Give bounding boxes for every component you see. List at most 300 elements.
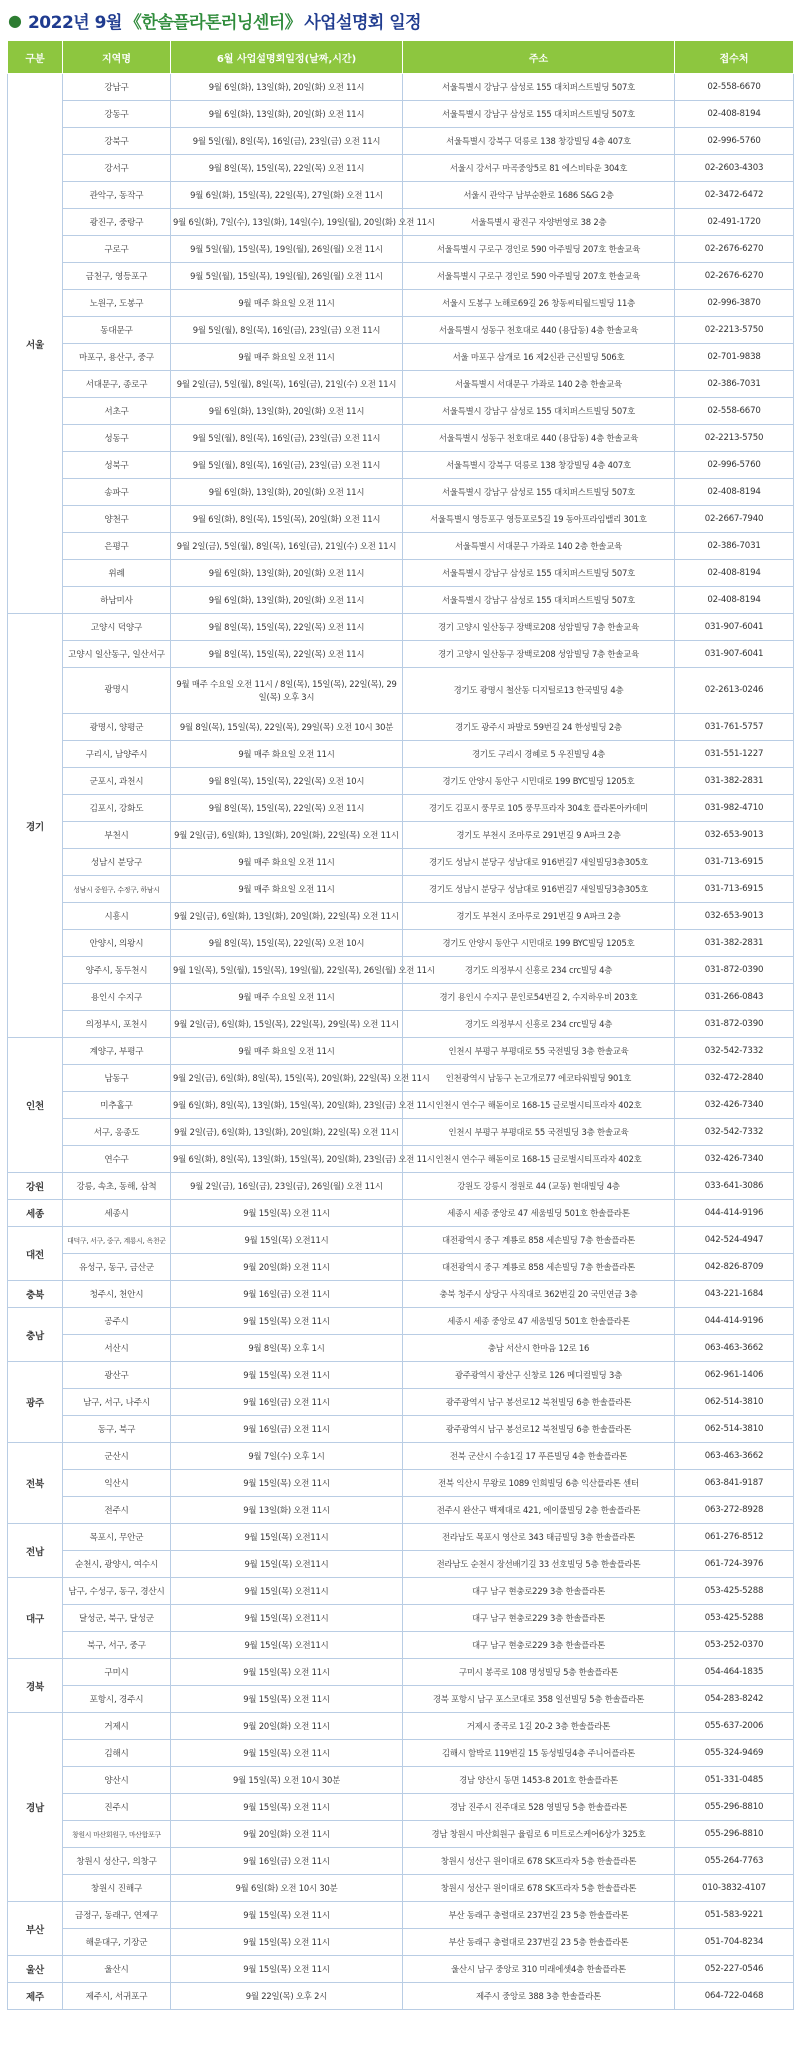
table-row [8, 1470, 794, 1497]
area-cell: 계양구, 부평구 [63, 1038, 171, 1065]
contact-cell: 031-713-6915 [675, 876, 794, 903]
table-row [8, 1416, 794, 1443]
schedule-cell: 9월 8일(목), 15일(목), 22일(목), 29일(목) 오전 10시 30분 [171, 714, 403, 741]
contact-cell: 063-272-8928 [675, 1497, 794, 1524]
schedule-cell: 9월 8일(목), 15일(목), 22일(목) 오전 11시 [171, 614, 403, 641]
address-cell: 부산 동래구 충렬대로 237번길 23 5층 한솔플라톤 [403, 1902, 675, 1929]
area-cell: 성북구 [63, 452, 171, 479]
schedule-cell: 9월 6일(화), 13일(화), 20일(화) 오전 11시 [171, 479, 403, 506]
address-cell: 창원시 성산구 원이대로 678 SK프라자 5층 한솔플라톤 [403, 1875, 675, 1902]
table-row [8, 1929, 794, 1956]
area-cell: 은평구 [63, 533, 171, 560]
table-row [8, 1713, 794, 1740]
schedule-cell: 9월 20일(화) 오전 11시 [171, 1713, 403, 1740]
address-cell: 경북 포항시 남구 포스코대로 358 일선빌딩 5층 한솔플라톤 [403, 1686, 675, 1713]
area-cell: 서초구 [63, 398, 171, 425]
title-suffix: 사업설명회 일정 [304, 12, 422, 33]
address-cell: 경남 양산시 동면 1453-8 201호 한솔플라톤 [403, 1767, 675, 1794]
address-cell: 대전광역시 중구 계룡로 858 세손빌딩 7층 한솔플라톤 [403, 1227, 675, 1254]
contact-cell: 051-583-9221 [675, 1902, 794, 1929]
schedule-cell: 9월 15일(목) 오전11시 [171, 1605, 403, 1632]
contact-cell: 063-463-3662 [675, 1443, 794, 1470]
schedule-cell: 9월 5일(월), 8일(목), 16일(금), 23일(금) 오전 11시 [171, 425, 403, 452]
area-cell: 익산시 [63, 1470, 171, 1497]
table-row [8, 236, 794, 263]
area-cell: 구리시, 남양주시 [63, 741, 171, 768]
address-cell: 서울특별시 구로구 경인로 590 아주빌딩 207호 한솔교육 [403, 236, 675, 263]
area-cell: 강동구 [63, 101, 171, 128]
table-row [8, 1578, 794, 1605]
address-cell: 인천시 연수구 해돋이로 168-15 글로벌시티프라자 402호 [403, 1146, 675, 1173]
region-cell: 부산 [8, 1902, 63, 1956]
contact-cell: 02-2213-5750 [675, 317, 794, 344]
region-cell: 서울 [8, 74, 63, 614]
region-cell: 충남 [8, 1308, 63, 1362]
schedule-cell: 9월 매주 수요일 오전 11시 [171, 984, 403, 1011]
contact-cell: 031-382-2831 [675, 768, 794, 795]
area-cell: 김포시, 강화도 [63, 795, 171, 822]
schedule-cell: 9월 6일(화) 오전 10시 30분 [171, 1875, 403, 1902]
schedule-cell: 9월 15일(목) 오전 10시 30분 [171, 1767, 403, 1794]
address-cell: 서울시 관악구 남부순환로 1686 S&G 2층 [403, 182, 675, 209]
schedule-cell: 9월 2일(금), 6일(화), 13일(화), 20일(화), 22일(목) 오전 11시 [171, 822, 403, 849]
table-row [8, 714, 794, 741]
contact-cell: 031-382-2831 [675, 930, 794, 957]
bullet-icon: ● [8, 10, 22, 30]
contact-cell: 032-542-7332 [675, 1038, 794, 1065]
schedule-cell: 9월 20일(화) 오전 11시 [171, 1821, 403, 1848]
header-contact: 접수처 [675, 41, 794, 74]
table-row [8, 1686, 794, 1713]
region-cell: 광주 [8, 1362, 63, 1443]
table-row [8, 479, 794, 506]
table-row [8, 74, 794, 101]
schedule-cell: 9월 6일(화), 13일(화), 20일(화) 오전 11시 [171, 587, 403, 614]
contact-cell: 053-252-0370 [675, 1632, 794, 1659]
address-cell: 서울특별시 강남구 삼성로 155 대치퍼스트빌딩 507호 [403, 74, 675, 101]
address-cell: 서울특별시 서대문구 가좌로 140 2층 한솔교육 [403, 371, 675, 398]
area-cell: 강릉, 속초, 동해, 삼척 [63, 1173, 171, 1200]
address-cell: 광주광역시 남구 봉선로12 북천빌딩 6층 한솔플라톤 [403, 1416, 675, 1443]
schedule-cell: 9월 15일(목) 오전 11시 [171, 1929, 403, 1956]
contact-cell: 051-331-0485 [675, 1767, 794, 1794]
area-cell: 성남시 중원구, 수정구, 하남시 [63, 876, 171, 903]
address-cell: 경기도 구리시 경혜로 5 우진빌딩 4층 [403, 741, 675, 768]
contact-cell: 055-637-2006 [675, 1713, 794, 1740]
table-row [8, 1308, 794, 1335]
contact-cell: 031-872-0390 [675, 957, 794, 984]
contact-cell: 031-266-0843 [675, 984, 794, 1011]
address-cell: 세종시 세종 중앙로 47 세움빌딩 501호 한솔플라톤 [403, 1200, 675, 1227]
region-cell: 충북 [8, 1281, 63, 1308]
contact-cell: 032-653-9013 [675, 822, 794, 849]
schedule-cell: 9월 2일(금), 6일(화), 8일(목), 15일(목), 20일(화), 22일(목) 오전 11시 [171, 1065, 403, 1092]
area-cell: 해운대구, 기장군 [63, 1929, 171, 1956]
address-cell: 경기도 안양시 동안구 시민대로 199 BYC빌딩 1205호 [403, 768, 675, 795]
area-cell: 양산시 [63, 1767, 171, 1794]
address-cell: 광주광역시 광산구 신창로 126 메디컬빌딩 3층 [403, 1362, 675, 1389]
address-cell: 서울시 강서구 마곡중앙5로 81 에스비타운 304호 [403, 155, 675, 182]
schedule-cell: 9월 1일(목), 5일(월), 15일(목), 19일(월), 22일(목), 26일(월) 오전 11시 [171, 957, 403, 984]
contact-cell: 032-426-7340 [675, 1092, 794, 1119]
area-cell: 노원구, 도봉구 [63, 290, 171, 317]
area-cell: 미추홀구 [63, 1092, 171, 1119]
table-row [8, 849, 794, 876]
area-cell: 남동구 [63, 1065, 171, 1092]
address-cell: 경기도 광명시 철산동 디지털로13 한국빌딩 4층 [403, 668, 675, 714]
schedule-cell: 9월 5일(월), 15일(목), 19일(월), 26일(월) 오전 11시 [171, 236, 403, 263]
schedule-cell: 9월 매주 화요일 오전 11시 [171, 849, 403, 876]
contact-cell: 02-2676-6270 [675, 263, 794, 290]
contact-cell: 02-701-9838 [675, 344, 794, 371]
address-cell: 세종시 세종 중앙로 47 세움빌딩 501호 한솔플라톤 [403, 1308, 675, 1335]
schedule-cell: 9월 16일(금) 오전 11시 [171, 1281, 403, 1308]
address-cell: 경기도 성남시 분당구 성남대로 916번길7 새일빌딩3층305호 [403, 849, 675, 876]
address-cell: 구미시 봉곡로 108 명성빌딩 5층 한솔플라톤 [403, 1659, 675, 1686]
area-cell: 양천구 [63, 506, 171, 533]
area-cell: 유성구, 동구, 금산군 [63, 1254, 171, 1281]
contact-cell: 064-722-0468 [675, 1983, 794, 2010]
table-row [8, 1281, 794, 1308]
region-cell: 전남 [8, 1524, 63, 1578]
schedule-cell: 9월 6일(화), 8일(목), 13일(화), 15일(목), 20일(화), 23일(금) 오전 11시 [171, 1092, 403, 1119]
contact-cell: 02-558-6670 [675, 398, 794, 425]
contact-cell: 042-524-4947 [675, 1227, 794, 1254]
address-cell: 서울특별시 영등포구 영등포로5길 19 동아프라임밸리 301호 [403, 506, 675, 533]
contact-cell: 031-907-6041 [675, 614, 794, 641]
contact-cell: 062-514-3810 [675, 1389, 794, 1416]
schedule-cell: 9월 15일(목) 오전 11시 [171, 1659, 403, 1686]
area-cell: 서구, 옹종도 [63, 1119, 171, 1146]
address-cell: 강원도 강릉시 정원로 44 (교동) 현대빌딩 4층 [403, 1173, 675, 1200]
area-cell: 연수구 [63, 1146, 171, 1173]
area-cell: 마포구, 용산구, 중구 [63, 344, 171, 371]
header-schedule: 6월 사업설명회일정(날짜,시간) [171, 41, 403, 74]
address-cell: 서울특별시 강남구 삼성로 155 대치퍼스트빌딩 507호 [403, 560, 675, 587]
schedule-cell: 9월 6일(화), 7일(수), 13일(화), 14일(수), 19일(월), 20일(화) 오전 11시 [171, 209, 403, 236]
schedule-cell: 9월 15일(목) 오전 11시 [171, 1308, 403, 1335]
address-cell: 서울특별시 구로구 경인로 590 아주빌딩 207호 한솔교육 [403, 263, 675, 290]
address-cell: 김해시 함박로 119번길 15 동성빌딩4층 주니어플라톤 [403, 1740, 675, 1767]
address-cell: 전주시 완산구 백제대로 421, 에이풀빌딩 2층 한솔플라톤 [403, 1497, 675, 1524]
schedule-cell: 9월 6일(화), 13일(화), 20일(화) 오전 11시 [171, 74, 403, 101]
contact-cell: 055-296-8810 [675, 1794, 794, 1821]
area-cell: 양주시, 동두천시 [63, 957, 171, 984]
table-row [8, 1119, 794, 1146]
contact-cell: 054-283-8242 [675, 1686, 794, 1713]
table-row [8, 1632, 794, 1659]
area-cell: 광산구 [63, 1362, 171, 1389]
table-row [8, 1254, 794, 1281]
table-row [8, 1038, 794, 1065]
table-row [8, 506, 794, 533]
contact-cell: 031-551-1227 [675, 741, 794, 768]
area-cell: 창원시 진해구 [63, 1875, 171, 1902]
schedule-cell: 9월 15일(목) 오전 11시 [171, 1686, 403, 1713]
table-row [8, 1659, 794, 1686]
contact-cell: 061-724-3976 [675, 1551, 794, 1578]
area-cell: 동대문구 [63, 317, 171, 344]
area-cell: 고양시 일산동구, 일산서구 [63, 641, 171, 668]
table-row [8, 1956, 794, 1983]
table-row [8, 1389, 794, 1416]
address-cell: 인천광역시 남동구 논고개로77 에코타워빌딩 901호 [403, 1065, 675, 1092]
contact-cell: 032-426-7340 [675, 1146, 794, 1173]
area-cell: 송파구 [63, 479, 171, 506]
area-cell: 군산시 [63, 1443, 171, 1470]
schedule-cell: 9월 20일(화) 오전 11시 [171, 1254, 403, 1281]
contact-cell: 055-296-8810 [675, 1821, 794, 1848]
contact-cell: 044-414-9196 [675, 1200, 794, 1227]
table-row [8, 1740, 794, 1767]
table-row [8, 1605, 794, 1632]
area-cell: 강서구 [63, 155, 171, 182]
table-row [8, 903, 794, 930]
area-cell: 성동구 [63, 425, 171, 452]
area-cell: 김해시 [63, 1740, 171, 1767]
table-row [8, 452, 794, 479]
schedule-cell: 9월 8일(목), 15일(목), 22일(목) 오전 10시 [171, 930, 403, 957]
address-cell: 서울특별시 강북구 덕릉로 138 창강빌딩 4층 407호 [403, 128, 675, 155]
table-row [8, 1065, 794, 1092]
address-cell: 경기도 의정부시 신흥로 234 crc빌딩 4층 [403, 1011, 675, 1038]
address-cell: 경기도 의정부시 신흥로 234 crc빌딩 4층 [403, 957, 675, 984]
table-row [8, 1497, 794, 1524]
schedule-cell: 9월 매주 화요일 오전 11시 [171, 290, 403, 317]
area-cell: 남구, 서구, 나주시 [63, 1389, 171, 1416]
area-cell: 성남시 분당구 [63, 849, 171, 876]
area-cell: 광명시, 양평군 [63, 714, 171, 741]
area-cell: 안양시, 의왕시 [63, 930, 171, 957]
contact-cell: 02-996-3870 [675, 290, 794, 317]
table-header-row [8, 41, 794, 74]
table-row [8, 1227, 794, 1254]
address-cell: 대구 남구 현충로229 3층 한솔플라톤 [403, 1632, 675, 1659]
table-row [8, 1200, 794, 1227]
contact-cell: 02-408-8194 [675, 101, 794, 128]
contact-cell: 02-558-6670 [675, 74, 794, 101]
contact-cell: 02-386-7031 [675, 371, 794, 398]
area-cell: 울산시 [63, 1956, 171, 1983]
contact-cell: 031-761-5757 [675, 714, 794, 741]
table-row [8, 822, 794, 849]
area-cell: 군포시, 과천시 [63, 768, 171, 795]
table-row [8, 290, 794, 317]
address-cell: 서울특별시 성동구 천호대로 440 (용답동) 4층 한솔교육 [403, 317, 675, 344]
schedule-cell: 9월 2일(금), 5일(월), 8일(목), 16일(금), 21일(수) 오전 11시 [171, 371, 403, 398]
area-cell: 금천구, 영등포구 [63, 263, 171, 290]
area-cell: 금정구, 동래구, 연제구 [63, 1902, 171, 1929]
area-cell: 창원시 마산회원구, 마산합포구 [63, 1821, 171, 1848]
contact-cell: 02-2667-7940 [675, 506, 794, 533]
contact-cell: 02-408-8194 [675, 587, 794, 614]
address-cell: 경기 고양시 일산동구 장백로208 성암빌딩 7층 한솔교육 [403, 614, 675, 641]
table-row [8, 1821, 794, 1848]
area-cell: 남구, 수성구, 동구, 경산시 [63, 1578, 171, 1605]
address-cell: 서울특별시 서대문구 가좌로 140 2층 한솔교육 [403, 533, 675, 560]
contact-cell: 062-961-1406 [675, 1362, 794, 1389]
schedule-cell: 9월 16일(금) 오전 11시 [171, 1848, 403, 1875]
schedule-cell: 9월 8일(목), 15일(목), 22일(목) 오전 10시 [171, 768, 403, 795]
area-cell: 대덕구, 서구, 중구, 계룡시, 옥천군 [63, 1227, 171, 1254]
schedule-cell: 9월 15일(목) 오전11시 [171, 1578, 403, 1605]
address-cell: 서울특별시 강남구 삼성로 155 대치퍼스트빌딩 507호 [403, 398, 675, 425]
area-cell: 서산시 [63, 1335, 171, 1362]
address-cell: 전북 익산시 무왕로 1089 인희빌딩 6층 익산플라톤 센터 [403, 1470, 675, 1497]
address-cell: 경기도 광주시 파발로 59번길 24 한성빌딩 2층 [403, 714, 675, 741]
contact-cell: 02-2213-5750 [675, 425, 794, 452]
schedule-cell: 9월 8일(목), 15일(목), 22일(목) 오전 11시 [171, 795, 403, 822]
table-row [8, 1335, 794, 1362]
contact-cell: 02-408-8194 [675, 479, 794, 506]
table-row [8, 209, 794, 236]
contact-cell: 042-826-8709 [675, 1254, 794, 1281]
region-cell: 제주 [8, 1983, 63, 2010]
area-cell: 강남구 [63, 74, 171, 101]
address-cell: 전라남도 순천시 장선배기길 33 선호빌딩 5층 한솔플라톤 [403, 1551, 675, 1578]
table-row [8, 182, 794, 209]
address-cell: 서울특별시 강남구 삼성로 155 대치퍼스트빌딩 507호 [403, 101, 675, 128]
contact-cell: 02-2603-4303 [675, 155, 794, 182]
area-cell: 광명시 [63, 668, 171, 714]
schedule-cell: 9월 16일(금) 오전 11시 [171, 1416, 403, 1443]
schedule-table [7, 40, 794, 2010]
schedule-cell: 9월 15일(목) 오전11시 [171, 1551, 403, 1578]
contact-cell: 061-276-8512 [675, 1524, 794, 1551]
contact-cell: 02-491-1720 [675, 209, 794, 236]
address-cell: 인천시 부평구 부평대로 55 국전빌딩 3층 한솔교육 [403, 1119, 675, 1146]
schedule-cell: 9월 매주 화요일 오전 11시 [171, 344, 403, 371]
contact-cell: 033-641-3086 [675, 1173, 794, 1200]
schedule-cell: 9월 15일(목) 오전 11시 [171, 1902, 403, 1929]
address-cell: 전북 군산시 수송1길 17 푸른빌딩 4층 한솔플라톤 [403, 1443, 675, 1470]
contact-cell: 053-425-5288 [675, 1605, 794, 1632]
region-cell: 인천 [8, 1038, 63, 1173]
schedule-cell: 9월 2일(금), 6일(화), 13일(화), 20일(화), 22일(목) 오전 11시 [171, 1119, 403, 1146]
title-prefix: 2022년 9월 [27, 12, 122, 33]
address-cell: 인천시 연수구 해돋이로 168-15 글로벌시티프라자 402호 [403, 1092, 675, 1119]
contact-cell: 02-386-7031 [675, 533, 794, 560]
schedule-cell: 9월 6일(화), 15일(목), 22일(목), 27일(화) 오전 11시 [171, 182, 403, 209]
address-cell: 거제시 중곡로 1길 20-2 3층 한솔플라톤 [403, 1713, 675, 1740]
contact-cell: 063-841-9187 [675, 1470, 794, 1497]
address-cell: 충북 청주시 상당구 사직대로 362번길 20 국민연금 3층 [403, 1281, 675, 1308]
area-cell: 동구, 북구 [63, 1416, 171, 1443]
table-row [8, 1551, 794, 1578]
area-cell: 제주시, 서귀포구 [63, 1983, 171, 2010]
contact-cell: 063-463-3662 [675, 1335, 794, 1362]
address-cell: 서울특별시 성동구 천호대로 440 (용답동) 4층 한솔교육 [403, 425, 675, 452]
table-row [8, 641, 794, 668]
schedule-cell: 9월 매주 화요일 오전 11시 [171, 741, 403, 768]
address-cell: 충남 서산시 한마음 12로 16 [403, 1335, 675, 1362]
region-cell: 전북 [8, 1443, 63, 1524]
contact-cell: 010-3832-4107 [675, 1875, 794, 1902]
contact-cell: 055-264-7763 [675, 1848, 794, 1875]
table-row [8, 768, 794, 795]
region-cell: 세종 [8, 1200, 63, 1227]
area-cell: 용인시 수지구 [63, 984, 171, 1011]
address-cell: 경남 창원시 마산회원구 율림로 6 미트로스케어6상가 325호 [403, 1821, 675, 1848]
address-cell: 경기도 부천시 조마루로 291번길 9 A파크 2층 [403, 822, 675, 849]
area-cell: 구미시 [63, 1659, 171, 1686]
contact-cell: 032-472-2840 [675, 1065, 794, 1092]
table-row [8, 101, 794, 128]
area-cell: 관악구, 동작구 [63, 182, 171, 209]
schedule-cell: 9월 5일(월), 8일(목), 16일(금), 23일(금) 오전 11시 [171, 452, 403, 479]
table-row [8, 1902, 794, 1929]
address-cell: 대전광역시 중구 계룡로 858 세손빌딩 7층 한솔플라톤 [403, 1254, 675, 1281]
address-cell: 부산 동래구 충렬대로 237번길 23 5층 한솔플라톤 [403, 1929, 675, 1956]
schedule-cell: 9월 15일(목) 오전 11시 [171, 1740, 403, 1767]
schedule-cell: 9월 5일(월), 8일(목), 16일(금), 23일(금) 오전 11시 [171, 128, 403, 155]
schedule-cell: 9월 8일(목) 오후 1시 [171, 1335, 403, 1362]
contact-cell: 02-2613-0246 [675, 668, 794, 714]
area-cell: 의정부시, 포천시 [63, 1011, 171, 1038]
area-cell: 진주시 [63, 1794, 171, 1821]
table-row [8, 587, 794, 614]
address-cell: 서울특별시 광진구 자양번영로 38 2층 [403, 209, 675, 236]
area-cell: 하남미사 [63, 587, 171, 614]
address-cell: 경기 고양시 일산동구 장백로208 성암빌딩 7층 한솔교육 [403, 641, 675, 668]
schedule-cell: 9월 5일(월), 15일(목), 19일(월), 26일(월) 오전 11시 [171, 263, 403, 290]
area-cell: 세종시 [63, 1200, 171, 1227]
area-cell: 광진구, 중랑구 [63, 209, 171, 236]
table-row [8, 1362, 794, 1389]
address-cell: 경기 용인시 수지구 문인로54번길 2, 수지하우비 203호 [403, 984, 675, 1011]
table-row [8, 930, 794, 957]
schedule-cell: 9월 15일(목) 오전 11시 [171, 1956, 403, 1983]
area-cell: 시흥시 [63, 903, 171, 930]
schedule-cell: 9월 6일(화), 13일(화), 20일(화) 오전 11시 [171, 560, 403, 587]
table-row [8, 741, 794, 768]
area-cell: 거제시 [63, 1713, 171, 1740]
contact-cell: 031-872-0390 [675, 1011, 794, 1038]
region-cell: 대전 [8, 1227, 63, 1281]
table-row [8, 1011, 794, 1038]
schedule-cell: 9월 22일(목) 오후 2시 [171, 1983, 403, 2010]
contact-cell: 02-408-8194 [675, 560, 794, 587]
schedule-cell: 9월 2일(금), 5일(월), 8일(목), 16일(금), 21일(수) 오전 11시 [171, 533, 403, 560]
table-body [8, 74, 794, 2010]
contact-cell: 043-221-1684 [675, 1281, 794, 1308]
region-cell: 경북 [8, 1659, 63, 1713]
contact-cell: 032-653-9013 [675, 903, 794, 930]
schedule-cell: 9월 2일(금), 16일(금), 23일(금), 26일(월) 오전 11시 [171, 1173, 403, 1200]
schedule-cell: 9월 15일(목) 오전11시 [171, 1632, 403, 1659]
schedule-cell: 9월 2일(금), 6일(화), 13일(화), 20일(화), 22일(목) 오전 11시 [171, 903, 403, 930]
address-cell: 대구 남구 현충로229 3층 한솔플라톤 [403, 1578, 675, 1605]
area-cell: 청주시, 천안시 [63, 1281, 171, 1308]
table-row [8, 128, 794, 155]
schedule-cell: 9월 6일(화), 13일(화), 20일(화) 오전 11시 [171, 398, 403, 425]
schedule-cell: 9월 5일(월), 8일(목), 16일(금), 23일(금) 오전 11시 [171, 317, 403, 344]
table-row [8, 398, 794, 425]
area-cell: 포항시, 경주시 [63, 1686, 171, 1713]
table-row [8, 876, 794, 903]
schedule-cell: 9월 6일(화), 13일(화), 20일(화) 오전 11시 [171, 101, 403, 128]
contact-cell: 031-982-4710 [675, 795, 794, 822]
area-cell: 창원시 성산구, 의창구 [63, 1848, 171, 1875]
area-cell: 공주시 [63, 1308, 171, 1335]
table-row [8, 560, 794, 587]
table-row [8, 533, 794, 560]
region-cell: 경기 [8, 614, 63, 1038]
table-row [8, 668, 794, 714]
table-row [8, 1524, 794, 1551]
schedule-cell: 9월 15일(목) 오전 11시 [171, 1200, 403, 1227]
schedule-cell: 9월 15일(목) 오전11시 [171, 1524, 403, 1551]
